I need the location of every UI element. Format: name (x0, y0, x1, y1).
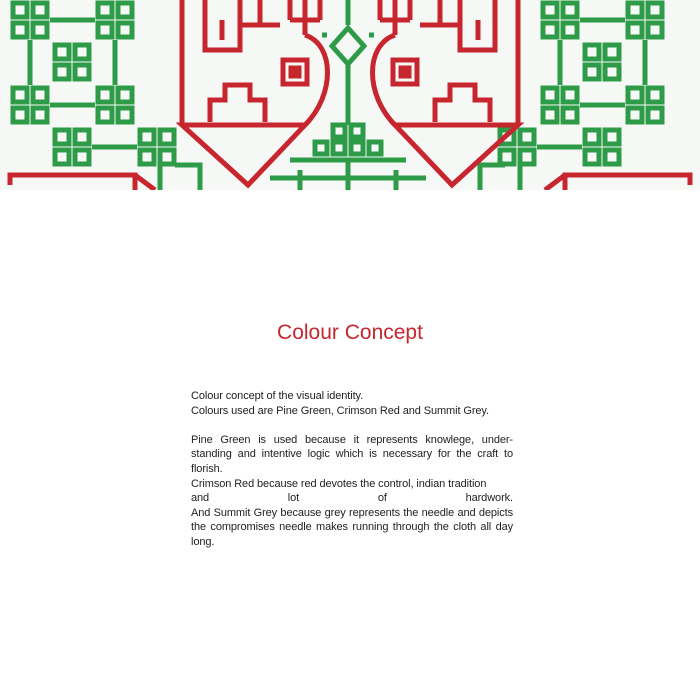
embroidery-pattern-banner (0, 0, 700, 190)
paragraph-spacer (191, 418, 513, 433)
left-green-lattice (13, 3, 200, 190)
right-green-lattice (480, 3, 662, 190)
embroidery-pattern-graphic (0, 0, 700, 190)
crimson-red-line-2: and lot of hardwork. (191, 492, 513, 505)
summit-grey-paragraph: And Summit Grey because grey represents the needle and depicts the compromises needle makes running through the cloth all day long. (191, 506, 513, 548)
crimson-red-line-1: Crimson Red because red devotes the control, indian tradition (191, 477, 487, 490)
pine-green-paragraph: Pine Green is used because it represents knowlege, under-standing and intentive logic which is necessary for the craft to florish. (191, 433, 513, 475)
center-green-motif (270, 0, 426, 190)
intro-line-2: Colours used are Pine Green, Crimson Red and Summit Grey. (191, 404, 489, 417)
intro-line-1: Colour concept of the visual identity. (191, 390, 364, 402)
colour-concept-text (191, 389, 513, 550)
page-title: Colour Concept (277, 321, 423, 344)
